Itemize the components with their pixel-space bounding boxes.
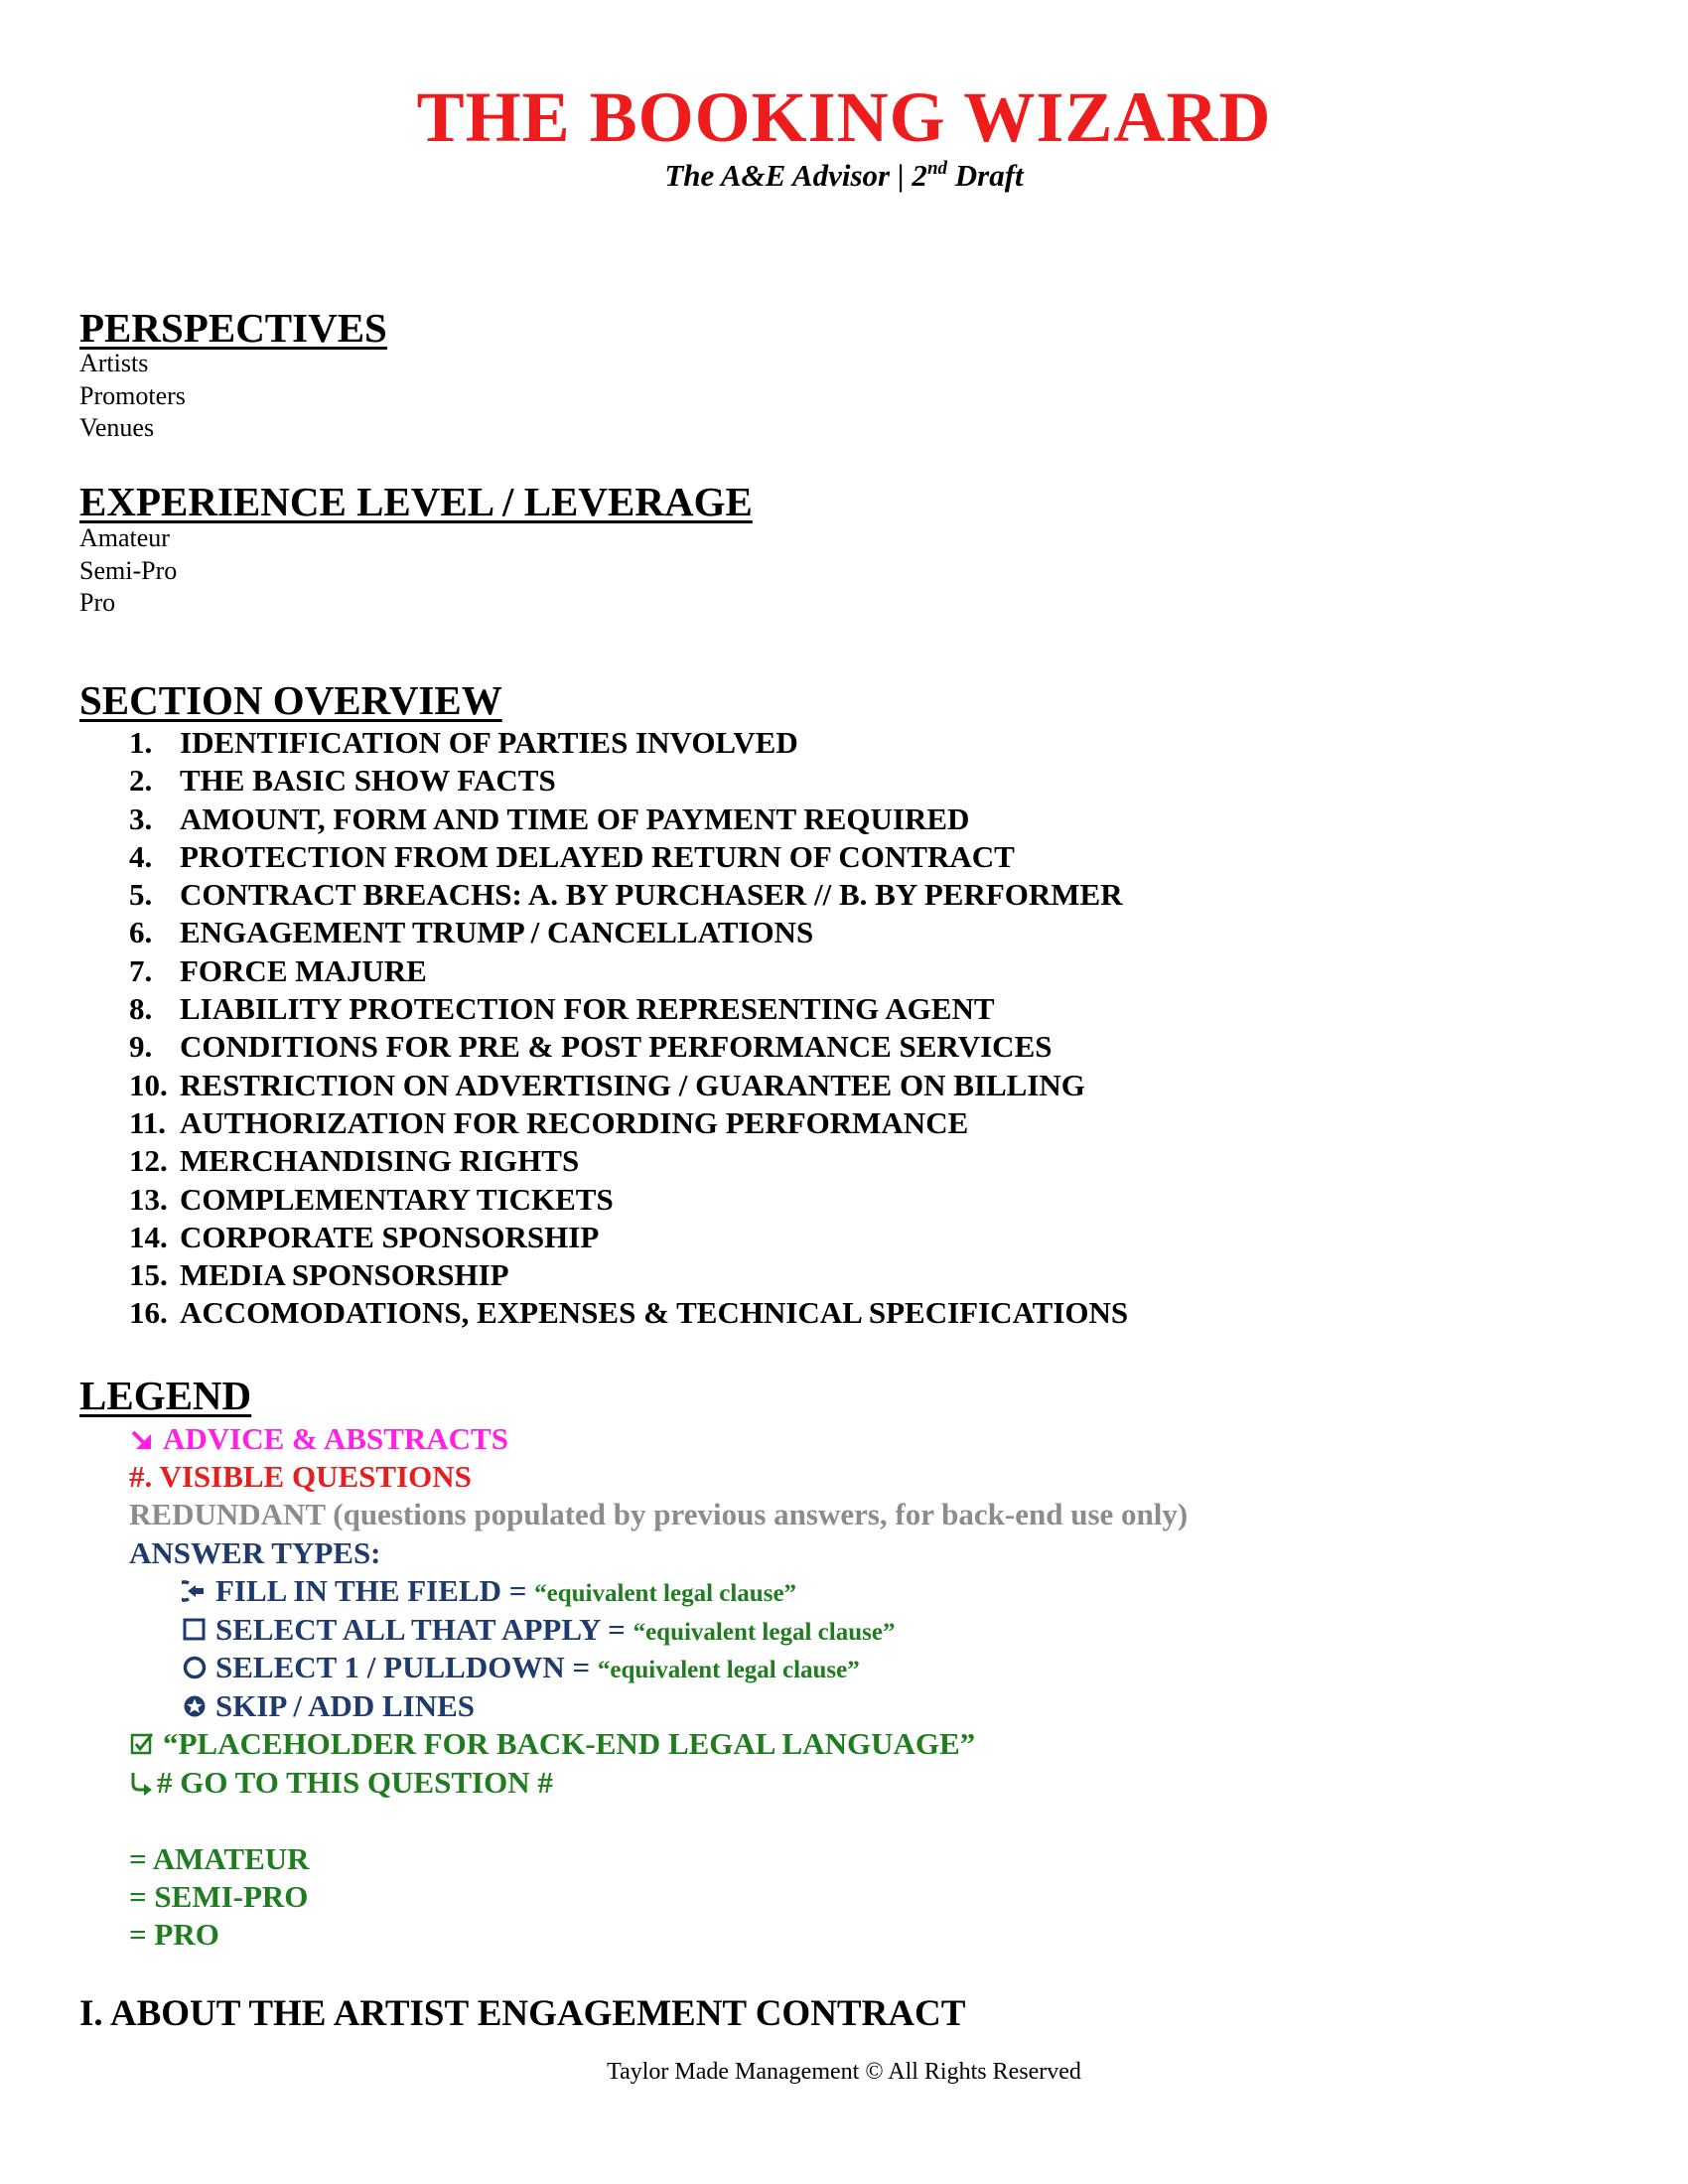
overview-item bbox=[129, 838, 1128, 876]
item-text: IDENTIFICATION OF PARTIES INVOLVED bbox=[180, 725, 798, 760]
item-number: 3. bbox=[129, 801, 153, 836]
item-text: THE BASIC SHOW FACTS bbox=[180, 763, 556, 799]
placeholder-label: “PLACEHOLDER FOR BACK-END LEGAL LANGUAGE” bbox=[163, 1726, 976, 1761]
legend-heading: LEGEND bbox=[79, 1373, 252, 1418]
legend-advice bbox=[129, 1423, 508, 1454]
overview-item bbox=[129, 1294, 1128, 1332]
hook-arrow-icon bbox=[129, 1770, 155, 1796]
checked-box-icon bbox=[129, 1731, 155, 1757]
legend-select-all bbox=[182, 1614, 895, 1645]
legend-placeholder bbox=[129, 1728, 975, 1759]
page-title: THE BOOKING WIZARD bbox=[416, 77, 1272, 157]
legal-clause-text: “equivalent legal clause” bbox=[534, 1580, 797, 1607]
overview-item bbox=[129, 1142, 1128, 1180]
item-text: CORPORATE SPONSORSHIP bbox=[180, 1219, 600, 1254]
item-number: 9. bbox=[129, 1029, 153, 1065]
item-number: 2. bbox=[129, 763, 153, 799]
arrow-down-right-icon bbox=[129, 1426, 155, 1452]
overview-item bbox=[129, 1067, 1128, 1104]
list-item: Semi-Pro bbox=[79, 555, 178, 585]
list-item: Amateur bbox=[79, 523, 170, 552]
item-number: 6. bbox=[129, 915, 153, 950]
legend-select-one bbox=[182, 1652, 860, 1682]
overview-item bbox=[129, 1219, 1128, 1256]
subtitle-end: Draft bbox=[954, 158, 1024, 193]
item-number: 14. bbox=[129, 1219, 168, 1254]
section-i-heading: I. ABOUT THE ARTIST ENGAGEMENT CONTRACT bbox=[79, 1993, 966, 2034]
overview-heading: SECTION OVERVIEW bbox=[79, 677, 502, 723]
item-number: 15. bbox=[129, 1257, 168, 1293]
item-text: LIABILITY PROTECTION FOR REPRESENTING AGENT bbox=[180, 991, 995, 1027]
experience-list bbox=[79, 522, 177, 620]
item-text: MERCHANDISING RIGHTS bbox=[180, 1143, 580, 1179]
legend-answer-types: ANSWER TYPES: bbox=[129, 1535, 381, 1570]
radio-circle-icon bbox=[182, 1655, 208, 1680]
curved-arrow-right-icon bbox=[182, 1578, 208, 1604]
list-item: Pro bbox=[79, 588, 116, 617]
overview-item bbox=[129, 1256, 1128, 1294]
item-number: 1. bbox=[129, 725, 153, 760]
goto-label: # GO TO THIS QUESTION # bbox=[157, 1765, 553, 1800]
legend-advice-label: ADVICE & ABSTRACTS bbox=[163, 1421, 508, 1456]
item-number: 16. bbox=[129, 1295, 168, 1331]
legend-goto bbox=[129, 1767, 553, 1798]
item-text: AUTHORIZATION FOR RECORDING PERFORMANCE bbox=[180, 1104, 969, 1140]
item-text: ACCOMODATIONS, EXPENSES & TECHNICAL SPECIFICATIONS bbox=[180, 1295, 1129, 1331]
overview-item bbox=[129, 876, 1128, 914]
item-text: COMPLEMENTARY TICKETS bbox=[180, 1181, 614, 1217]
overview-item bbox=[129, 1028, 1128, 1066]
item-text: MEDIA SPONSORSHIP bbox=[180, 1257, 509, 1293]
item-text: ENGAGEMENT TRUMP / CANCELLATIONS bbox=[180, 915, 814, 950]
overview-item bbox=[129, 724, 1128, 762]
subtitle-main: The A&E Advisor | 2 bbox=[664, 158, 927, 193]
checkbox-icon bbox=[182, 1617, 208, 1643]
legend-visible-questions: #. VISIBLE QUESTIONS bbox=[129, 1459, 472, 1494]
skip-add-label: SKIP / ADD LINES bbox=[215, 1688, 476, 1723]
overview-item bbox=[129, 762, 1128, 800]
star-circle-icon bbox=[182, 1693, 208, 1719]
item-text: CONTRACT BREACHS: A. BY PURCHASER // B. BY PERFORMER bbox=[180, 877, 1123, 913]
item-text: FORCE MAJURE bbox=[180, 952, 427, 988]
footer-copyright: Taylor Made Management © All Rights Reserved bbox=[607, 2059, 1081, 2085]
item-text: AMOUNT, FORM AND TIME OF PAYMENT REQUIRED bbox=[180, 801, 970, 836]
legal-clause-text: “equivalent legal clause” bbox=[597, 1657, 860, 1683]
legend-amateur: = AMATEUR bbox=[129, 1841, 310, 1876]
overview-item bbox=[129, 952, 1128, 990]
perspectives-heading: PERSPECTIVES bbox=[79, 305, 387, 351]
item-text: RESTRICTION ON ADVERTISING / GUARANTEE ON BILLING bbox=[180, 1067, 1085, 1102]
item-number: 7. bbox=[129, 952, 153, 988]
item-number: 4. bbox=[129, 838, 153, 874]
legend-redundant: REDUNDANT (questions populated by previous answers, for back-end use only) bbox=[129, 1497, 1189, 1531]
list-item: Venues bbox=[79, 413, 155, 442]
list-item: Artists bbox=[79, 349, 149, 377]
select-one-label: SELECT 1 / PULLDOWN = bbox=[215, 1650, 591, 1684]
item-number: 10. bbox=[129, 1067, 168, 1102]
item-number: 12. bbox=[129, 1143, 168, 1179]
experience-heading: EXPERIENCE LEVEL / LEVERAGE bbox=[79, 479, 753, 524]
overview-item bbox=[129, 1181, 1128, 1219]
item-number: 5. bbox=[129, 877, 153, 913]
legend-skip-add bbox=[182, 1690, 475, 1721]
fill-in-label: FILL IN THE FIELD = bbox=[215, 1573, 527, 1608]
overview-item bbox=[129, 801, 1128, 838]
subtitle-superscript: nd bbox=[926, 158, 948, 179]
item-text: CONDITIONS FOR PRE & POST PERFORMANCE SERVICES bbox=[180, 1029, 1053, 1065]
legend-fill-in-field bbox=[182, 1575, 796, 1606]
select-all-label: SELECT ALL THAT APPLY = bbox=[215, 1612, 626, 1647]
overview-list bbox=[129, 724, 1128, 1333]
legend-pro: = PRO bbox=[129, 1917, 219, 1952]
perspectives-list bbox=[79, 348, 186, 445]
overview-item bbox=[129, 1104, 1128, 1142]
legend-semipro: = SEMI-PRO bbox=[129, 1879, 309, 1914]
item-number: 13. bbox=[129, 1181, 168, 1217]
list-item: Promoters bbox=[79, 380, 186, 410]
item-text: PROTECTION FROM DELAYED RETURN OF CONTRACT bbox=[180, 838, 1015, 874]
overview-item bbox=[129, 990, 1128, 1028]
page-subtitle bbox=[0, 159, 1688, 191]
legal-clause-text: “equivalent legal clause” bbox=[633, 1619, 896, 1646]
item-number: 11. bbox=[129, 1104, 167, 1140]
item-number: 8. bbox=[129, 991, 153, 1027]
overview-item bbox=[129, 914, 1128, 951]
